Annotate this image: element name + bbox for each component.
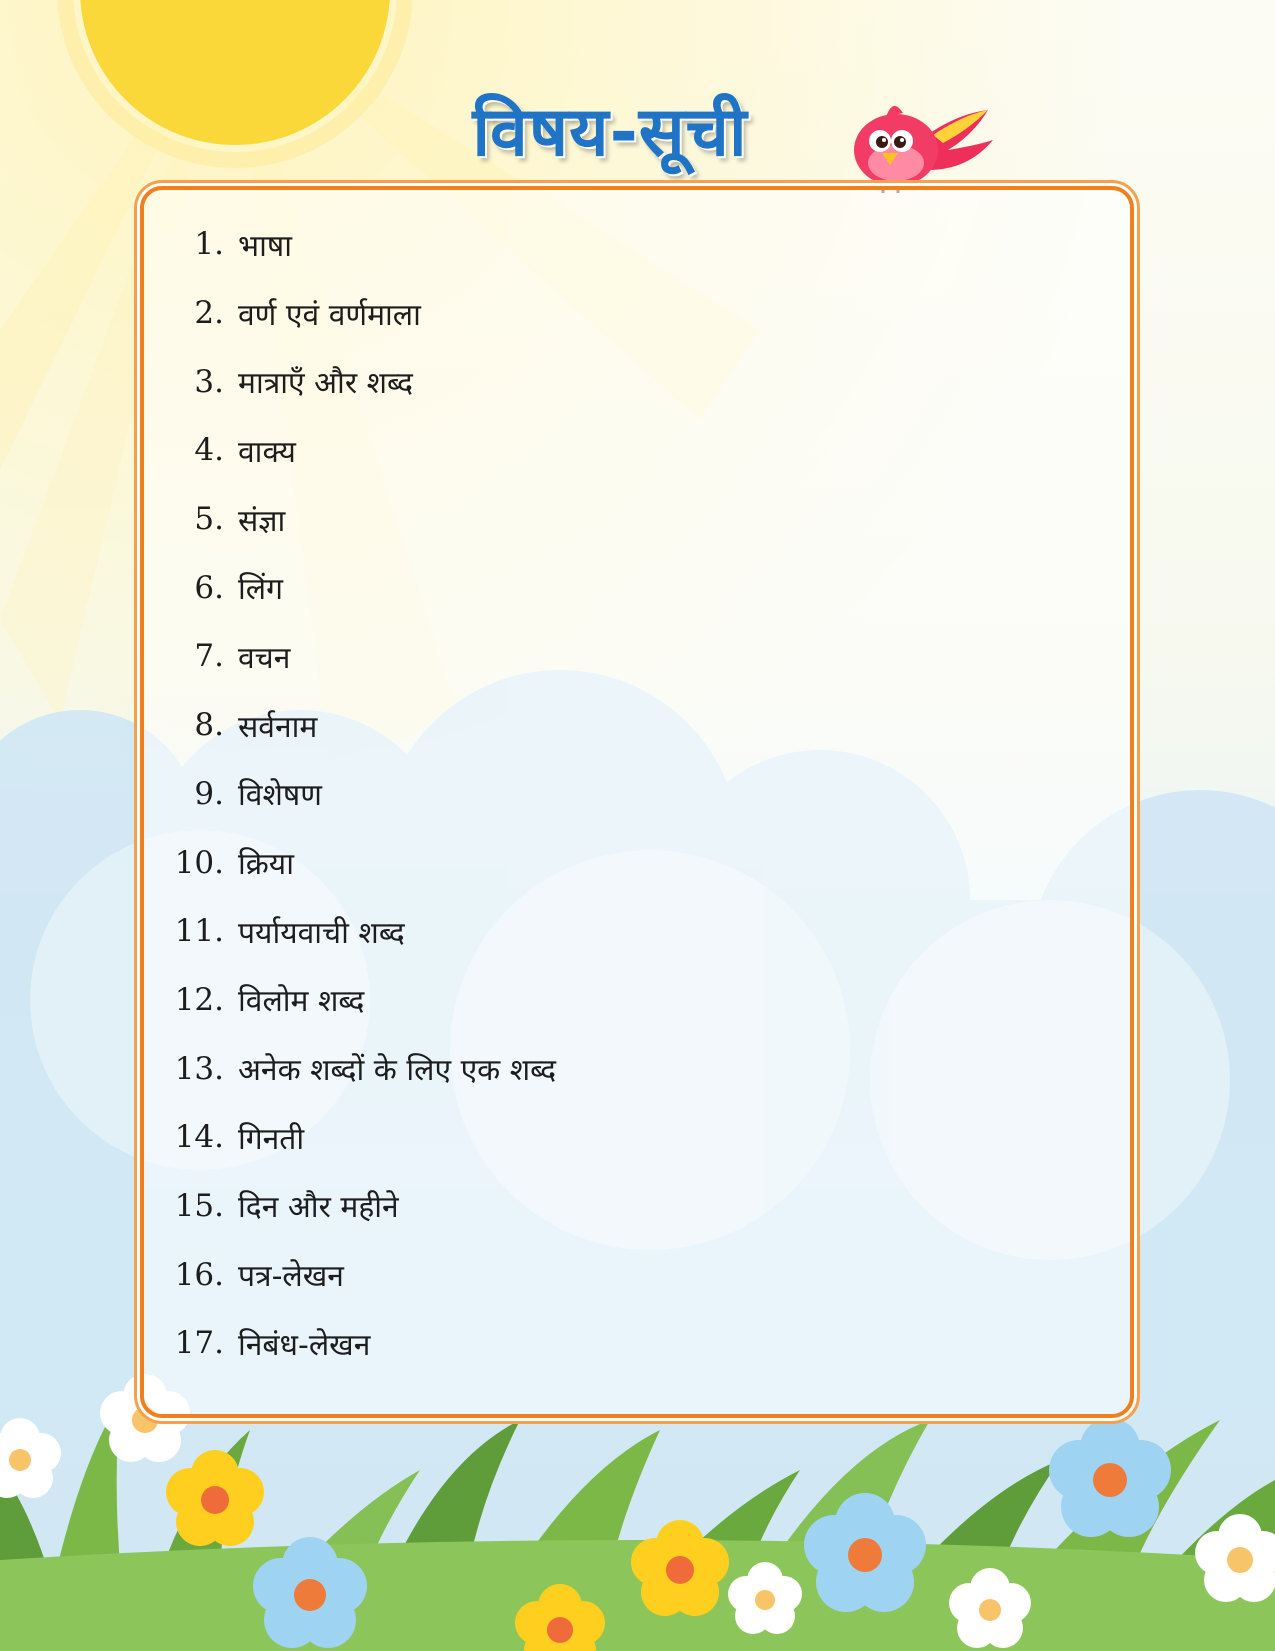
item-title: मात्राएँ और शब्द [238, 366, 413, 402]
item-title: दिन और महीने [238, 1190, 399, 1226]
item-number: 17. [174, 1325, 224, 1362]
list-item [160, 485, 556, 554]
item-title: निबंध-लेखन [238, 1327, 371, 1363]
item-title: पर्यायवाची शब्द [238, 915, 405, 951]
item-number: 11. [174, 913, 224, 950]
item-number: 16. [174, 1256, 224, 1293]
list-item [160, 1172, 556, 1241]
item-title: पत्र-लेखन [238, 1259, 344, 1295]
list-item [160, 760, 556, 829]
item-number: 7. [194, 638, 224, 675]
item-number: 4. [194, 432, 224, 469]
item-title: सर्वनाम [238, 709, 318, 745]
item-title: विशेषण [238, 778, 322, 814]
item-title: वाक्य [238, 434, 296, 470]
item-title: लिंग [238, 572, 283, 608]
list-item [160, 1240, 556, 1309]
item-number: 1. [194, 226, 224, 263]
contents-list [160, 210, 556, 1378]
item-number: 12. [174, 981, 224, 1018]
item-number: 8. [194, 707, 224, 744]
item-number: 3. [194, 363, 224, 400]
list-item [160, 897, 556, 966]
list-item [160, 1034, 556, 1103]
item-title: विलोम शब्द [238, 984, 365, 1020]
item-title: अनेक शब्दों के लिए एक शब्द [238, 1053, 557, 1089]
item-title: क्रिया [238, 847, 294, 883]
list-item [160, 210, 556, 279]
list-item [160, 1309, 556, 1378]
list-item [160, 553, 556, 622]
item-number: 13. [174, 1050, 224, 1087]
list-item [160, 691, 556, 760]
item-number: 10. [174, 844, 224, 881]
list-item [160, 347, 556, 416]
list-item [160, 1103, 556, 1172]
item-title: वर्ण एवं वर्णमाला [238, 297, 421, 333]
item-number: 15. [174, 1187, 224, 1224]
item-title: संज्ञा [238, 503, 286, 539]
item-number: 14. [174, 1119, 224, 1156]
list-item [160, 828, 556, 897]
bird-icon [838, 95, 998, 195]
item-number: 2. [194, 295, 224, 332]
item-title: वचन [238, 640, 291, 676]
list-item [160, 279, 556, 348]
item-title: गिनती [238, 1121, 305, 1157]
item-number: 5. [194, 501, 224, 538]
list-item [160, 622, 556, 691]
item-title: भाषा [238, 228, 292, 264]
list-item [160, 966, 556, 1035]
item-number: 6. [194, 569, 224, 606]
page-title: विषय-सूची [472, 93, 748, 172]
item-number: 9. [194, 775, 224, 812]
list-item [160, 416, 556, 485]
